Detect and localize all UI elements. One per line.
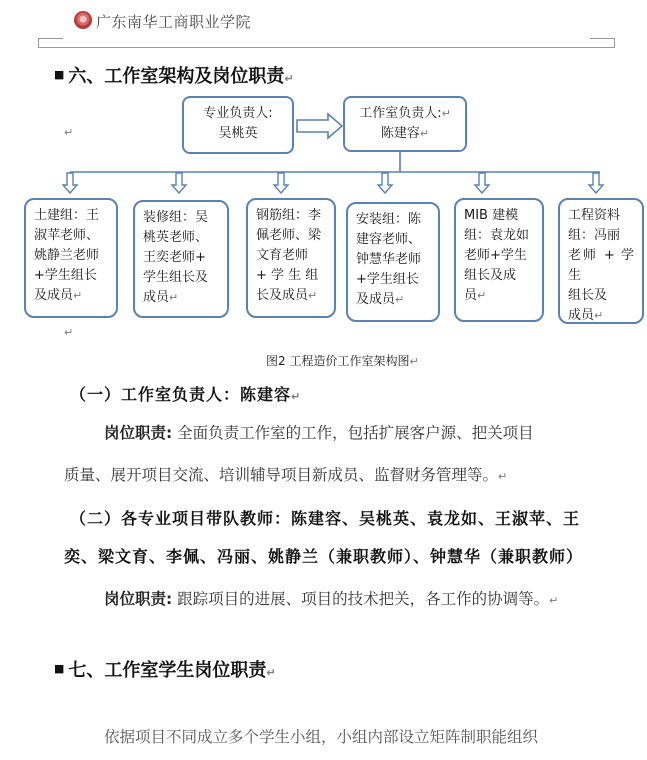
team-box-decoration xyxy=(133,200,229,318)
team-line: +学生组长 xyxy=(34,268,97,283)
paragraph-mark-icon: ↵ xyxy=(291,390,302,403)
section7-heading xyxy=(54,656,276,682)
team-line: 长及成员↵ xyxy=(256,288,318,303)
paragraph-mark-icon: ↵ xyxy=(549,594,559,607)
figure-caption: 图2 工程造价工作室架构图↵ xyxy=(266,354,419,368)
paragraph-mark-icon: ↵ xyxy=(477,289,487,302)
duty-label: 岗位职责: xyxy=(104,424,173,442)
paragraph-mark-icon: ↵ xyxy=(64,126,74,139)
team-line: 组长及成 xyxy=(464,268,517,283)
team-box-modeling xyxy=(454,198,544,322)
team-box-rebar xyxy=(246,198,336,318)
subsection-1-heading: （一）工作室负责人：陈建容↵ xyxy=(70,385,302,404)
paragraph-mark-icon: ↵ xyxy=(169,291,179,304)
team-line: 组：冯丽 xyxy=(568,228,621,243)
team-line: 组：袁龙如 xyxy=(464,228,530,243)
org-box-line: 专业负责人: xyxy=(203,106,273,121)
team-line: 学生组长及 xyxy=(143,270,209,285)
paragraph-mark-icon: ↵ xyxy=(395,293,405,306)
team-line: 土建组：王 xyxy=(34,208,100,223)
team-line: 装修组：吴 xyxy=(143,210,209,225)
team-line: 及成员↵ xyxy=(356,292,405,307)
team-line: 建容老师、 xyxy=(356,232,422,247)
team-line: 成员↵ xyxy=(143,290,179,305)
paragraph-mark-icon: ↵ xyxy=(64,326,74,339)
org-box-major-lead xyxy=(182,96,294,154)
team-box-installation xyxy=(346,202,440,322)
org-box-line: 陈建容↵ xyxy=(380,126,430,141)
subsection-2-line-2: 奕、梁文育、李佩、冯丽、姚静兰（兼职教师）、钟慧华（兼职教师） xyxy=(64,547,584,566)
paragraph-mark-icon: ↵ xyxy=(594,309,604,322)
subsection-2-line-1: （二）各专业项目带队教师：陈建容、吴桃英、袁龙如、王淑苹、王 xyxy=(70,509,581,528)
team-line: 安装组：陈 xyxy=(356,212,422,227)
team-line: 成员↵ xyxy=(568,308,604,323)
school-name: 广东南华工商职业学院 xyxy=(96,13,252,31)
paragraph-mark-icon: ↵ xyxy=(441,107,451,120)
section6-title: 六、工作室架构及岗位职责 xyxy=(68,66,285,87)
paragraph-mark-icon: ↵ xyxy=(266,666,276,679)
team-line: 王奕老师+ xyxy=(143,250,206,265)
team-line: 组长及 xyxy=(568,288,608,303)
team-line: 员↵ xyxy=(464,288,487,303)
section7-paragraph: 依据项目不同成立多个学生小组，小组内部设立矩阵制职能组织 xyxy=(104,728,539,746)
paragraph-mark-icon: ↵ xyxy=(498,470,508,483)
team-line: 钢筋组：李 xyxy=(256,208,322,223)
team-line: 佩老师、梁 xyxy=(256,228,322,243)
duty-text: 跟踪项目的进展、项目的技术把关，各工作的协调等。 xyxy=(177,590,550,608)
team-line: 老师 + 学生 xyxy=(568,248,634,283)
team-box-documents xyxy=(558,198,644,324)
paragraph-mark-icon: ↵ xyxy=(284,72,294,85)
section7-title: 七、工作室学生岗位职责 xyxy=(68,660,267,681)
paragraph-mark-icon: ↵ xyxy=(308,289,318,302)
team-line: MIB 建模 xyxy=(464,208,519,223)
team-line: 淑苹老师、 xyxy=(34,228,100,243)
org-chart xyxy=(0,0,647,340)
paragraph-mark-icon: ↵ xyxy=(73,289,83,302)
team-line: +学生组长 xyxy=(356,272,419,287)
org-box-line: 工作室负责人:↵ xyxy=(359,106,451,121)
duty-text: 全面负责工作室的工作，包括扩展客户源、把关项目 xyxy=(177,424,534,442)
team-line: 桃英老师、 xyxy=(143,230,209,245)
bullet-icon: ■ xyxy=(54,68,65,81)
paragraph-mark-icon: ↵ xyxy=(409,355,419,368)
bullet-icon: ■ xyxy=(54,662,65,675)
team-line: 姚静兰老师 xyxy=(34,248,100,263)
duty-1-line-1 xyxy=(104,416,634,450)
team-line: 老师+学生 xyxy=(464,248,527,263)
team-line: + 学 生 组 xyxy=(256,268,319,283)
team-line: 工程资料 xyxy=(568,208,621,223)
org-box-studio-lead xyxy=(343,96,467,152)
paragraph-mark-icon: ↵ xyxy=(419,127,430,140)
connector-arrow-icon xyxy=(297,114,342,138)
duty-label: 岗位职责: xyxy=(104,590,173,608)
org-box-line: 吴桃英 xyxy=(218,126,258,141)
team-line: 钟慧华老师 xyxy=(356,252,422,267)
team-box-civil xyxy=(24,198,118,318)
duty-1-line-2: 质量、展开项目交流、培训辅导项目新成员、监督财务管理等。↵ xyxy=(64,466,508,484)
duty-2 xyxy=(104,582,640,618)
team-line: 文育老师 xyxy=(256,248,309,263)
team-line: 及成员↵ xyxy=(34,288,83,303)
